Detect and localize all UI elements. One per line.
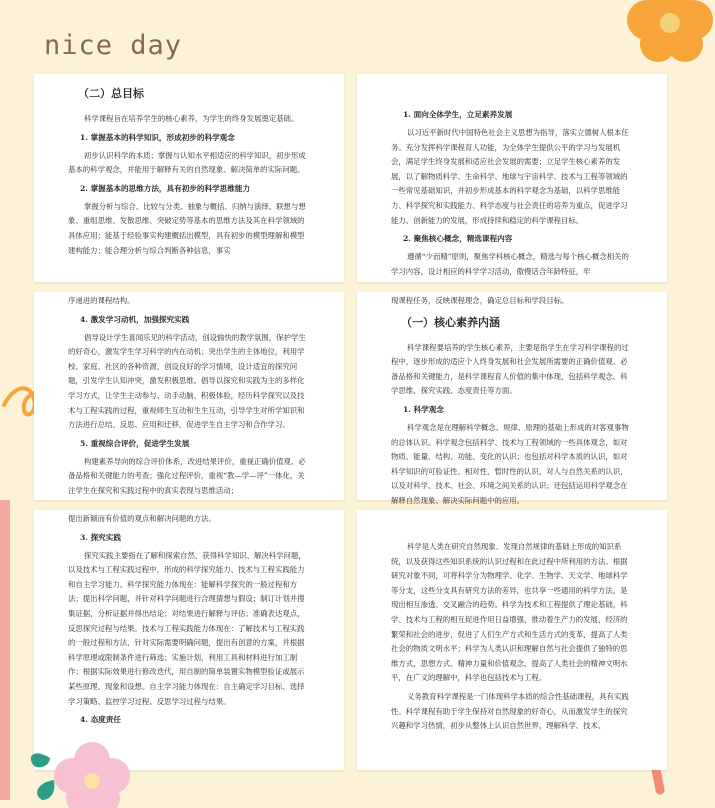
subheading: 4. 态度责任 — [80, 715, 121, 725]
subheading: 1. 科学观念 — [403, 404, 444, 414]
paragraph: 科学观念是在理解科学概念、规律、原理的基础上形成的对客观事物的总体认识。科学观念包括科学、技术与工程领域的一些具体观念，如对物质、能量、结构、功能、变化的认识；也包括对科学本质的认识，如对科学知识的可验证性、相对性、暂时性的认识，对人与自然关系的认识，以及对科学、技术、社会、环境之间关系的认识；还包括运用科学观念在解释自然现象、解决实际问题中的应用。 — [391, 422, 629, 505]
pink-flower-icon — [20, 718, 140, 808]
paragraph: 以习近平新时代中国特色社会主义思想为指导，落实立德树人根本任务。充分发挥科学课程育人功能，为全体学生提供公平的学习与发展机会，满足学生终身发展和适应社会发展的需要；立足学生核心素养的发展，以了解物质科学、生命科学、地球与宇宙科学、技术与工程等领域的一些常见基础知识，并初步形成基本的科学观念为基础，以科学思维能力、科学探究和实践能力、科学态度与社会责任的培养为重点，促进学习能力、创新能力的发展，形成持续和稳定的科学课程目标。 — [391, 128, 629, 225]
subheading: 4. 激发学习动机，加强探究实践 — [80, 314, 190, 324]
paragraph: 现课程任务，反映课程理念，确定总目标和学段目标。 — [391, 296, 569, 305]
paragraph: 掌握分析与综合、比较与分类、抽象与概括、归纳与演绎、联想与想象、重组思维、发散思维、突破定势等基本的思维方法及其在科学领域的具体应用；能基于经验事实构建概括出模型，具有初步的模型理解和模型建构能力；能合理分析与综合判断各种信息，事实 — [68, 201, 306, 255]
subheading: 1. 面向全体学生，立足素养发展 — [403, 110, 513, 119]
paragraph: 倡导设计学生喜闻乐见的科学活动，创设愉快的教学氛围，保护学生的好奇心，激发学生学习科学的内在动机；突出学生的主体地位，利用学校、家庭、社区的各种资源，创设良好的学习情境，设计适宜的探究问题，引发学生认知冲突，激发积极思维。倡导以探究和实践为主的多样化学习方式，让学生主动参与、动手动脑、积极体验，经历科学探究以及技术与工程实践的过程，重视师生互动和生生互动，引导学生对所学知识和方法进行总结、反思、应用和迁移，促进学生自主学习和合作学习。 — [68, 332, 306, 430]
orange-flower-icon — [625, 0, 715, 65]
paragraph: 义务教育科学课程是一门体现科学本质的综合性基础课程，具有实践性。科学课程有助于学生保持对自然现象的好奇心，从而激发学生的探究兴趣和学习热情，初步从整体上认识自然世界，理解科学、技术、 — [391, 691, 629, 731]
document-card-1 — [34, 74, 344, 282]
paragraph: 序递进的课程结构。 — [68, 296, 135, 305]
subheading: 5. 重视综合评价，促进学生发展 — [80, 438, 190, 448]
paragraph: 构建素养导向的综合评价体系，改进结果评价，重视正确价值观、必备品格和关键能力的考查；强化过程评价，重视“教—学—评”一体化，关注学生在探究和实践过程中的真实表现与思维活动； — [68, 456, 306, 495]
paragraph: 遵循“少而精”原则，聚焦学科核心概念，精选与每个核心概念相关的学习内容，设计相应的科学学习活动，傲慢话合年龄特征，牢 — [391, 252, 629, 276]
subheading: 3. 探究实践 — [80, 532, 121, 542]
card-heading: （一）核心素养内涵 — [401, 315, 500, 329]
subheading: 2. 聚焦核心概念，精选课程内容 — [403, 234, 513, 244]
paragraph: 探究实践主要指在了解和探索自然、获得科学知识、解决科学问题，以及技术与工程实践过程中，形成的科学探究能力、技术与工程实践能力和自主学习能力。科学探究能力体现在：能解科学探究的一般过程和方法；提出科学问题，并针对科学问题进行合理猜想与假设；制订计划并搜集证据，分析证据并得出结论；对结果进行解释与评估；准确表达观点，反思探究过程与结果。技术与工程实践能力体现在：了解技术与工程实践的一般过程和方法，针对实际需要明确问题，提出有创意的方案，并根据科学原理或限制条件进行筛选；实施计划，利用工具和材料进行加工制作；根据实际效果进行修改迭代，用自制的简单装置实物模型验证或展示某些原理、现象和设想。自主学习能力体现在：自主确定学习目标、选择学习策略、监控学习过程、反思学习过程与结果。 — [68, 550, 306, 706]
paragraph: 科学是人类在研究自然现象、发现自然规律的基础上形成的知识系统，以及获得这些知识系统的认识过程和在此过程中所利用的方法。根据研究对象不同，可将科学分为物理学、化学、生物学、天文学、地球科学等分支，这些分支具有研究方法的差异，也共享一些通用的科学方法，是现出相互渗透、交叉融合的趋势。科学为技术和工程提供了理论基础，科学、技术与工程的相互促进作用日益增强，推动着生产力的发展，经济的繁荣和社会的进步，促进了人们生产方式和生活方式的变革，提高了人类社会的物质文明水平；科学为人类认识和理解自然与社会提供了独特的思维方式，思想方式、精神力量和价值观念，提高了人类社会的精神文明水平，在广义的理解中，科学也包括技术与工程。 — [391, 542, 628, 683]
subheading: 1. 掌握基本的科学知识，形成初步的科学观念 — [80, 132, 235, 142]
document-card-2 — [357, 74, 667, 282]
subheading: 2. 掌握基本的思维方法，具有初步的科学思维能力 — [80, 183, 251, 193]
paragraph: 科学课程旨在培养学生的核心素养，为学生的终身发展奠定基础。 — [84, 114, 299, 123]
paragraph: 科学课程要培养的学生核心素养，主要是指学生在学习科学课程的过程中，逐步形成的适应个人终身发展和社会发展所需要的正确价值观、必备品格和关键能力，是科学课程育人价值的集中体现，包括科学观念、科学思维、探究实践、态度责任等方面。 — [391, 342, 629, 396]
leaf-icon — [31, 753, 55, 800]
pink-border — [0, 500, 10, 800]
document-card-3 — [34, 292, 344, 500]
paragraph: 提出新颖而有价值的观点和解决问题的方法。 — [68, 514, 216, 523]
document-card-6 — [357, 510, 667, 770]
document-card-4 — [357, 292, 667, 505]
paragraph: 初步认识科学的本质；掌握与认知水平相适应的科学知识，初步形成基本的科学观念，并能用于解释有关的自然现象、解决简单的实际问题。 — [68, 150, 306, 175]
page-title: nice day — [44, 30, 183, 61]
card-heading: （二）总目标 — [78, 87, 144, 100]
